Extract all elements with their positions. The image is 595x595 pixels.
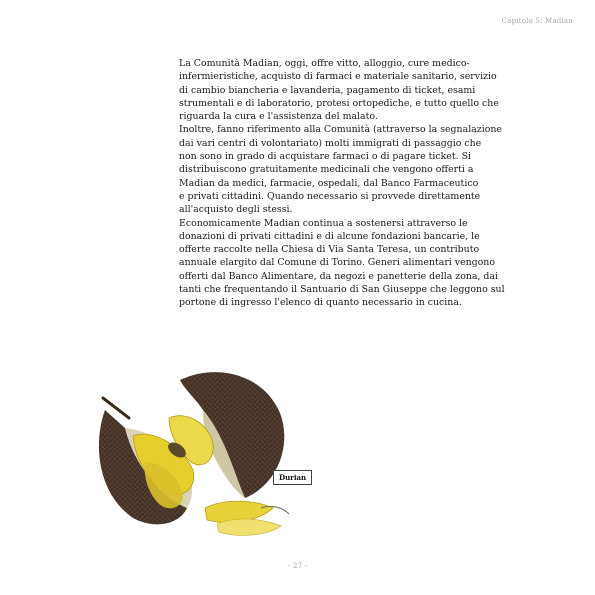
text-line: annuale elargito dal Comune di Torino. Generi alimentari vengono — [179, 257, 495, 269]
text-line: Economicamente Madian continua a sostenersi attraverso le — [179, 217, 468, 229]
text-line: La Comunità Madian, oggi, offre vitto, alloggio, cure medico- — [179, 58, 470, 69]
text-line: di cambio biancheria e lavanderia, pagamento di ticket, esami — [179, 84, 476, 96]
text-line: offerte raccolte nella Chiesa di Via Santa Teresa, un contributo — [179, 244, 480, 256]
text-line: tanti che frequentando il Santuario di San Giuseppe che leggono sul — [179, 284, 505, 296]
text-line: e privati cittadini. Quando necessario si provvede direttamente — [179, 190, 481, 202]
body-text — [179, 57, 541, 310]
text-line: all'acquisto degli stessi. — [179, 204, 293, 216]
text-line: Madian da medici, farmacie, ospedali, dal Banco Farmaceutico — [179, 177, 479, 189]
text-line: donazioni di privati cittadini e di alcune fondazioni bancarie, le — [179, 230, 480, 242]
durian-illustration — [85, 358, 300, 548]
text-line: strumentali e di laboratorio, protesi ortopediche, e tutto quello che — [179, 97, 499, 109]
text-line: Inoltre, fanno riferimento alla Comunità (attraverso la segnalazione — [179, 124, 502, 136]
paragraph — [179, 217, 541, 310]
text-line: distribuiscono gratuitamente medicinali che vengono offerti a — [179, 164, 474, 176]
durian-fruit-icon — [85, 358, 300, 548]
text-line: riguarda la cura e l'assistenza del malato. — [179, 111, 378, 123]
text-line: offerti dal Banco Alimentare, da negozi e panetterie della zona, dai — [179, 270, 499, 282]
chapter-header: Capitolo 5: Madian — [501, 17, 573, 25]
text-line: dai vari centri di volontariato) molti immigrati di passaggio che — [179, 137, 482, 149]
illustration-caption: Durian — [273, 470, 312, 485]
text-line: portone di ingresso l'elenco di quanto necessario in cucina. — [179, 297, 462, 309]
text-line: non sono in grado di acquistare farmaci o di pagare ticket. Si — [179, 151, 472, 163]
text-line: infermieristiche, acquisto di farmaci e materiale sanitario, servizio — [179, 71, 497, 83]
page-number: - 27 - — [287, 561, 308, 570]
paragraph — [179, 57, 541, 123]
paragraph — [179, 123, 541, 216]
